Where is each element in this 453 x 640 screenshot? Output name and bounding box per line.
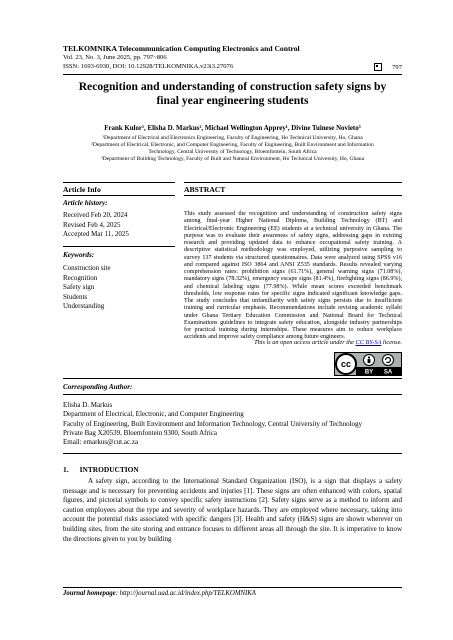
keyword: Understanding <box>63 302 105 311</box>
open-access-prefix: This is an open access article under the <box>254 339 356 346</box>
license-link[interactable]: CC BY-SA <box>355 339 382 346</box>
affiliation-1: ¹Department of Electrical and Electronics Engineering, Faculty of Engineering, Ho Technical University, Ho, Ghana <box>102 135 363 141</box>
homepage-label: Journal homepage <box>63 590 116 597</box>
keyword-list <box>63 264 111 312</box>
cc-license-icon <box>334 352 402 376</box>
issn-doi: ISSN: 1693-6930, DOI: 10.12928/TELKOMNIKA.v23i3.27076 <box>63 63 234 70</box>
abstract-rule <box>184 195 402 196</box>
open-access-notice <box>184 339 402 346</box>
keywords-label: Keywords: <box>63 251 95 259</box>
corresponding-address: Private Bag X20539, Bloemfontein 9300, South Africa <box>63 428 217 437</box>
article-history <box>63 211 129 240</box>
footer-rule <box>63 587 402 588</box>
volume-info: Vol. 23, No. 3, June 2025, pp. 797~806 <box>63 54 167 61</box>
corresponding-author-block <box>63 401 362 447</box>
abstract-text: This study assessed the recognition and understanding of construction safety signs among final-year Higher National Diploma, Building Technology (BT) and Electrical/Electronic Engineering (EE) students at a technical university in Ghana. The purpose was to evaluate their awareness of safety signs, addressing gaps in existing research and providing updated data to enhance occupational safety training. A descriptive statistical methodology was employed, utilizing purposive sampling to survey 137 students via structured questionnaires. Data were analyzed using SPSS v16 and compared against ISO 3864 and ANSI Z535 standards. Results revealed varying comprehension rates: prohibition signs (61.71%), general warning signs (71.08%), mandatory signs (78.32%), emergency escape signs (81.4%), firefighting signs (86.9%), and chemical labeling signs (77.98%). While mean scores exceeded benchmark thresholds, low response rates for specific signs indicated significant knowledge gaps. The study concludes that unfamiliarity with safety signs persists due to insufficient training and curricular emphasis. Recommendations include revising academic syllabi under Ghana Tertiary Education Commission and National Board for Technical Examinations guidelines to integrate safety education, alongside industry partnerships for practical training during internships. These measures aim to reduce workplace accidents and improve safety compliance among future engineers. <box>184 211 402 341</box>
affiliation-3: ³Department of Building Technology, Faculty of Built and Natural Environment, Ho Technical University, Ho, Ghana <box>100 156 365 162</box>
page-marker <box>374 63 402 71</box>
author-list: Frank Kulor¹, Elisha D. Markus², Michael Wellington Apprey¹, Divine Tuinese Novieto³ <box>104 125 361 132</box>
keyword: Safety sign <box>63 283 95 292</box>
paper-title-line-2: final year engineering students <box>156 94 309 107</box>
affiliation-2: ²Department of Electrical, Electronic, and Computer Engineering, Faculty of Engineering, Built Environment and Information <box>91 142 374 148</box>
corresponding-faculty: Faculty of Engineering, Built Environment and Information Technology, Central University of Technology <box>63 419 363 428</box>
corresponding-bottom-rule <box>63 453 402 454</box>
introduction-paragraph: A safety sign, according to the International Standard Organization (ISO), is a sign that displays a safety message and is necessary for preventing accidents and injuries [1]. These signs are often enhanced with colors, spatial figures, and pictorial symbols to convey specific safety instructions [2]. Safety signs serve as a method to inform and caution employees about the type and severity of workplace hazards. They are employed where necessary, taking into account the potential risks associated with specific dangers [3]. Health and safety (H&S) signs are shown wherever on building sites, from the site storing and entrance focuses to different areas all through the site. It is imperative to know the directions given to you by building <box>63 477 402 543</box>
corresponding-department: Department of Electrical, Electronic, and Computer Engineering <box>63 410 244 419</box>
homepage-url[interactable]: : http://journal.uad.ac.id/index.php/TELKOMNIKA <box>115 590 256 597</box>
corresponding-top-rule <box>63 378 402 379</box>
square-bullet-icon <box>374 63 382 71</box>
journal-title: TELKOMNIKA Telecommunication Computing Electronics and Control <box>63 44 300 53</box>
corresponding-email: Email: emarkus@cut.ac.za <box>63 438 139 447</box>
article-history-label: Article history: <box>63 199 108 207</box>
keyword: Recognition <box>63 273 98 282</box>
article-info-heading: Article Info <box>63 185 101 194</box>
corresponding-author-label: Corresponding Author: <box>63 383 133 391</box>
keyword: Students <box>63 292 88 301</box>
corresponding-rule <box>63 394 402 395</box>
abstract-top-rule <box>184 182 402 183</box>
received-date: Received Feb 20, 2024 <box>63 211 128 219</box>
revised-date: Revised Feb 4, 2025 <box>63 220 121 229</box>
article-info-top-rule <box>63 182 175 183</box>
cc-sa-label: SA <box>383 369 393 376</box>
cc-by-label: BY <box>364 369 374 376</box>
keywords-rule <box>63 246 175 247</box>
journal-homepage <box>63 590 256 597</box>
abstract-heading: ABSTRACT <box>184 185 226 194</box>
paper-title-line-1: Recognition and understanding of construction safety signs by <box>78 80 387 93</box>
page-number: 797 <box>392 63 402 71</box>
corresponding-name: Elisha D. Markus <box>63 401 113 409</box>
issn-row <box>63 63 402 71</box>
open-access-suffix: license. <box>381 339 402 346</box>
accepted-date: Accepted Mar 11, 2025 <box>63 230 129 239</box>
svg-text:cc: cc <box>340 359 352 369</box>
header-rule <box>63 74 402 75</box>
introduction-text <box>63 477 402 544</box>
paper-title <box>63 80 402 108</box>
keyword: Construction site <box>63 264 111 272</box>
article-info-rule <box>63 195 175 196</box>
introduction-heading: 1. INTRODUCTION <box>63 465 139 474</box>
cc-by-sa-badge[interactable] <box>334 352 402 376</box>
affiliation-2-cont: Technology, Central University of Technology, Bloemfontein, South Africa <box>148 149 317 155</box>
